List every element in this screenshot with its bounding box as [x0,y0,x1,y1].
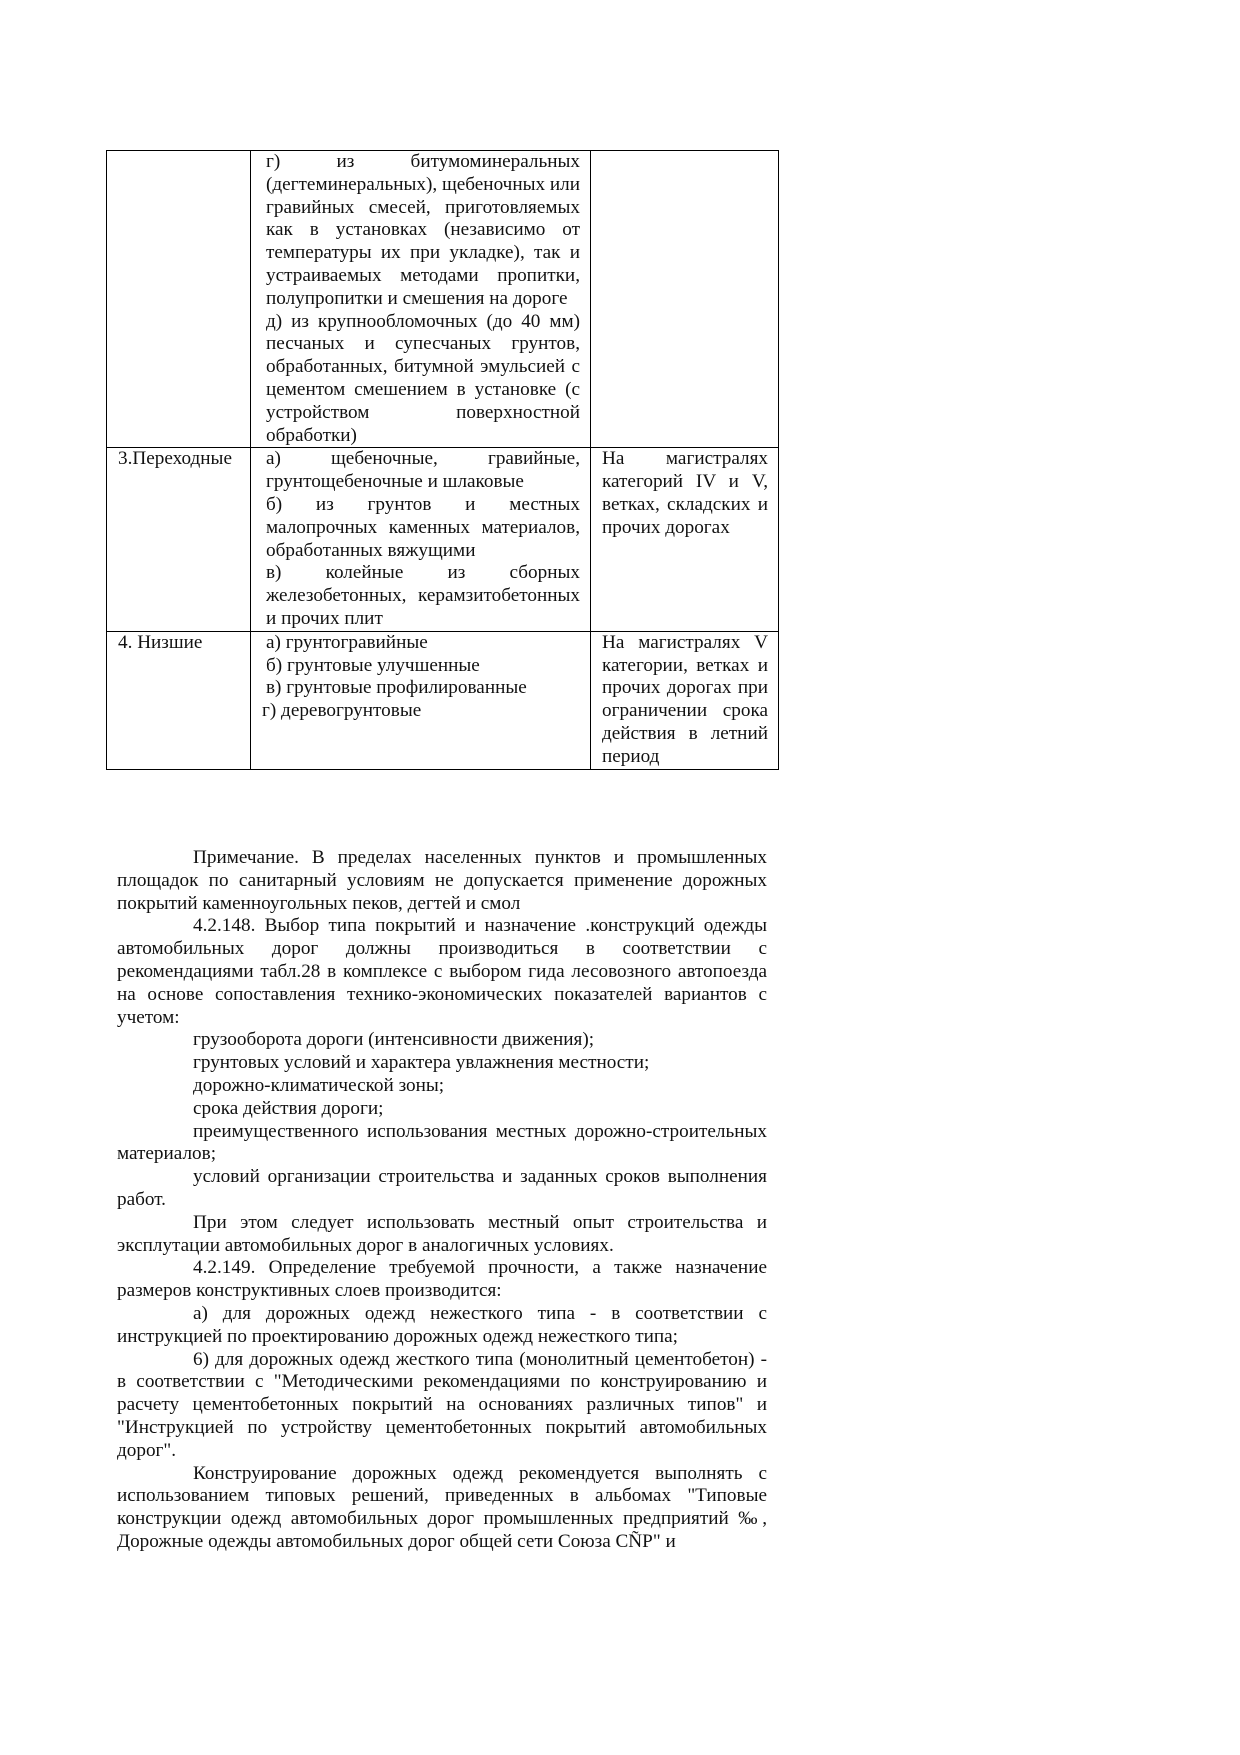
paragraph: 4.2.148. Выбор типа покрытий и назначение .конструкций одежды автомобильных дорог должны производиться в соответствии с рекомендациями табл.28 в комплексе с выбором гида лесовозного автопоезда на основе сопоставления технико-экономических показателей вариантов с учетом: [117,915,767,1028]
category-cell: 4. Низшие [107,631,251,769]
paragraph: При этом следует использовать местный опыт строительства и эксплутации автомобильных дорог в аналогичных условиях. [117,1211,767,1256]
application-cell [591,631,779,769]
body-text [117,847,767,1554]
list-item: а) грунтогравийные [266,631,428,653]
list-item: г) из битумоминеральных (дегтеминеральных), щебеночных или гравийных смесей, приготовляемых как в установках (независимо от температуры их при укладке), так и устраиваемых методами пропитки, полупропитки и смешения на дороге [266,151,580,309]
list-item: дорожно-климатической зоны; [193,1074,445,1096]
application-text: На магистралях V категории, ветках и прочих дорогах при ограничении срока действия в летний период [602,631,768,767]
items-cell [251,151,591,448]
list-item: а) для дорожных одежд нежесткого типа - в соответствии с инструкцией по проектированию дорожных одежд нежесткого типа; [117,1302,767,1347]
paragraph: Конструирование дорожных одежд рекомендуется выполнять с использованием типовых решений, приведенных в альбомах "Типовые конструкции одежд автомобильных дорог промышленных предприятий ‰, Дорожные одежды автомобильных дорог общей сети Союза CÑР" и [117,1462,767,1552]
category-cell: 3.Переходные [107,448,251,631]
list-item: преимущественного использования местных дорожно-строительных материалов; [117,1120,767,1165]
list-item: а) щебеночные, гравийные, грунтощебеночные и шлаковые [266,448,580,493]
list-item: д) из крупнообломочных (до 40 мм) песчаных и супесчаных грунтов, обработанных, битумной эмульсией с цементом смешением в установке (с устройством поверхностной обработки) [266,310,580,446]
items-cell [251,448,591,631]
list-item: грузооборота дороги (интенсивности движения); [193,1029,595,1051]
list-item: в) грунтовые профилированные [266,677,527,699]
application-cell [591,151,779,448]
list-item: условий организации строительства и заданных сроков выполнения работ. [117,1166,767,1210]
application-cell [591,448,779,631]
application-text: На магистралях категорий IV и V, ветках, складских и прочих дорогах [602,448,768,538]
list-item: б) грунтовые улучшенные [266,654,480,676]
note-paragraph: Примечание. В пределах населенных пунктов и промышленных площадок по санитарный условиям не допускается применение дорожных покрытий каменноугольных пеков, дегтей и смол [117,847,767,914]
items-cell [251,631,591,769]
list-item: срока действия дороги; [193,1097,384,1119]
paragraph: 4.2.149. Определение требуемой прочности, а также назначение размеров конструктивных слоев производится: [117,1257,767,1302]
category-cell [107,151,251,448]
list-item: 6) для дорожных одежд жесткого типа (монолитный цементобетон) - в соответствии с "Методическими рекомендациями по конструированию и расчету цементобетонных покрытий на основаниях различных типов" и "Инструкцией по устройству цементобетонных покрытий автомобильных дорог". [117,1348,767,1461]
table-row [107,631,779,769]
table-row [107,448,779,631]
list-item: грунтовых условий и характера увлажнения местности; [193,1052,650,1074]
pavement-types-table [106,150,779,770]
list-item: б) из грунтов и местных малопрочных каменных материалов, обработанных вяжущими [266,493,580,561]
list-item: в) колейные из сборных железобетонных, керамзитобетонных и прочих плит [266,562,580,629]
list-item: г) деревогрунтовые [262,700,422,722]
table-row [107,151,779,448]
